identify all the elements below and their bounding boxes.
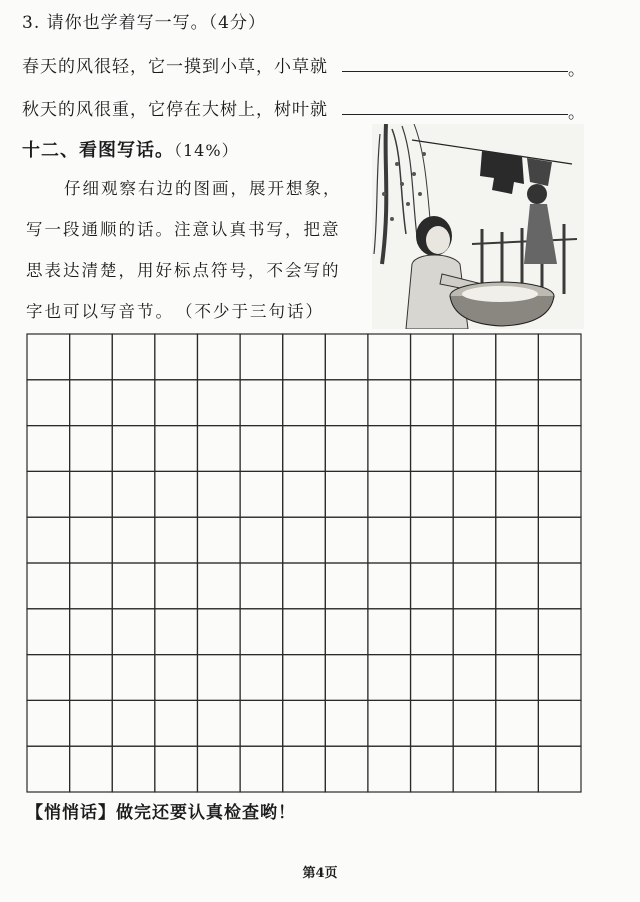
grid-cell[interactable] xyxy=(453,609,496,655)
grid-cell[interactable] xyxy=(155,746,198,792)
grid-cell[interactable] xyxy=(27,334,70,380)
grid-cell[interactable] xyxy=(368,380,411,426)
grid-cell[interactable] xyxy=(155,471,198,517)
question-3-title: 3. 请你也学着写一写。（4分） xyxy=(22,13,266,33)
grid-cell[interactable] xyxy=(283,380,326,426)
grid-cell[interactable] xyxy=(411,426,454,472)
grid-cell[interactable] xyxy=(411,700,454,746)
sentence-line-1 xyxy=(22,52,328,77)
grid-cell[interactable] xyxy=(197,334,240,380)
grid-cell[interactable] xyxy=(453,655,496,701)
grid-cell[interactable] xyxy=(112,609,155,655)
grid-cell[interactable] xyxy=(197,609,240,655)
grid-cell[interactable] xyxy=(27,609,70,655)
grid-cell[interactable] xyxy=(197,700,240,746)
grid-cell[interactable] xyxy=(283,746,326,792)
grid-cell[interactable] xyxy=(325,563,368,609)
girl-face xyxy=(426,226,450,254)
grid-cell[interactable] xyxy=(368,471,411,517)
sentence-1-prefix: 春天的风很轻，它一摸到小草，小草就 xyxy=(22,57,328,77)
grid-cell[interactable] xyxy=(155,517,198,563)
grid-cell[interactable] xyxy=(240,655,283,701)
grid-cell[interactable] xyxy=(70,334,113,380)
instruction-line-4: 字也可以写音节。 （不少于三句话） xyxy=(26,302,324,321)
grid-cell[interactable] xyxy=(496,655,539,701)
grid-cell[interactable] xyxy=(496,609,539,655)
grid-cell[interactable] xyxy=(411,334,454,380)
grid-cell[interactable] xyxy=(453,700,496,746)
grid-cell[interactable] xyxy=(368,426,411,472)
grid-cell[interactable] xyxy=(283,609,326,655)
grid-cell[interactable] xyxy=(538,380,581,426)
grid-cell[interactable] xyxy=(70,700,113,746)
grid-cell[interactable] xyxy=(70,655,113,701)
grid-cell[interactable] xyxy=(240,609,283,655)
grid-cell[interactable] xyxy=(70,609,113,655)
hanging-cloth xyxy=(527,158,552,186)
grid-cell[interactable] xyxy=(453,471,496,517)
grid-cell[interactable] xyxy=(70,471,113,517)
grid-cell[interactable] xyxy=(27,746,70,792)
section-12-title xyxy=(22,136,239,162)
grid-cell[interactable] xyxy=(240,471,283,517)
grid-cell[interactable] xyxy=(155,334,198,380)
grid-cell[interactable] xyxy=(453,334,496,380)
sentence-line-2 xyxy=(22,95,328,120)
grid-cell[interactable] xyxy=(538,655,581,701)
grid-cell[interactable] xyxy=(368,563,411,609)
grid-cell[interactable] xyxy=(70,517,113,563)
grid-cell[interactable] xyxy=(197,426,240,472)
grid-cell[interactable] xyxy=(70,380,113,426)
grid-cell[interactable] xyxy=(197,380,240,426)
section-12-heading: 十二、看图写话。 xyxy=(22,140,174,161)
grid-cell[interactable] xyxy=(240,746,283,792)
grid-cell[interactable] xyxy=(368,609,411,655)
grid-cell[interactable] xyxy=(325,700,368,746)
grid-cell[interactable] xyxy=(283,517,326,563)
grid-cell[interactable] xyxy=(112,746,155,792)
grid-cell[interactable] xyxy=(538,563,581,609)
grid-cell[interactable] xyxy=(27,426,70,472)
grid-cell[interactable] xyxy=(368,655,411,701)
grid-cell[interactable] xyxy=(27,655,70,701)
grid-cell[interactable] xyxy=(112,426,155,472)
grid-cell[interactable] xyxy=(325,471,368,517)
grid-cell[interactable] xyxy=(155,563,198,609)
grid-cell[interactable] xyxy=(411,746,454,792)
grid-cell[interactable] xyxy=(283,563,326,609)
grid-cell[interactable] xyxy=(27,471,70,517)
grid-cell[interactable] xyxy=(112,700,155,746)
grid-cell[interactable] xyxy=(155,426,198,472)
grid-cell[interactable] xyxy=(325,517,368,563)
sentence-2-prefix: 秋天的风很重，它停在大树上，树叶就 xyxy=(22,100,328,120)
grid-cell[interactable] xyxy=(240,517,283,563)
grid-cell[interactable] xyxy=(453,426,496,472)
grid-cell[interactable] xyxy=(283,700,326,746)
grid-cell[interactable] xyxy=(240,334,283,380)
instruction-paragraph xyxy=(26,168,368,332)
grid-cell[interactable] xyxy=(27,563,70,609)
grid-cell[interactable] xyxy=(197,563,240,609)
grid-cell[interactable] xyxy=(538,517,581,563)
grid-cell[interactable] xyxy=(368,700,411,746)
grid-cell[interactable] xyxy=(112,334,155,380)
grid-cell[interactable] xyxy=(496,471,539,517)
grid-cell[interactable] xyxy=(538,609,581,655)
grid-cell[interactable] xyxy=(538,746,581,792)
answer-blank-1[interactable] xyxy=(342,71,568,72)
grid-cell[interactable] xyxy=(27,380,70,426)
illustration-girl-washing-clothes xyxy=(372,124,584,329)
instruction-line-3: 思表达清楚，用好标点符号，不会写的 xyxy=(26,261,341,280)
grid-cell[interactable] xyxy=(325,426,368,472)
grid-cell[interactable] xyxy=(411,471,454,517)
grid-cell[interactable] xyxy=(112,471,155,517)
sentence-2-end-mark: 。 xyxy=(568,103,585,123)
grid-cell[interactable] xyxy=(112,380,155,426)
grid-cell[interactable] xyxy=(70,563,113,609)
grid-cell[interactable] xyxy=(155,700,198,746)
grid-cell[interactable] xyxy=(325,609,368,655)
grid-cell[interactable] xyxy=(240,426,283,472)
grid-cell[interactable] xyxy=(240,700,283,746)
grid-cell[interactable] xyxy=(496,563,539,609)
grid-cell[interactable] xyxy=(240,380,283,426)
grid-cell[interactable] xyxy=(411,563,454,609)
grid-cell[interactable] xyxy=(197,517,240,563)
grid-cell[interactable] xyxy=(453,563,496,609)
grid-cell[interactable] xyxy=(411,655,454,701)
grid-cell[interactable] xyxy=(70,746,113,792)
grid-cell[interactable] xyxy=(411,609,454,655)
grid-cell[interactable] xyxy=(325,746,368,792)
grid-cell[interactable] xyxy=(368,334,411,380)
grid-cell[interactable] xyxy=(496,746,539,792)
grid-cell[interactable] xyxy=(538,471,581,517)
grid-cell[interactable] xyxy=(453,746,496,792)
grid-cell[interactable] xyxy=(496,380,539,426)
grid-cell[interactable] xyxy=(325,334,368,380)
grid-cell[interactable] xyxy=(538,334,581,380)
grid-cell[interactable] xyxy=(411,517,454,563)
answer-blank-2[interactable] xyxy=(342,114,568,115)
grid-cell[interactable] xyxy=(283,426,326,472)
grid-cell[interactable] xyxy=(27,700,70,746)
grid-cell[interactable] xyxy=(27,517,70,563)
sentence-1-end-mark: 。 xyxy=(568,60,585,80)
instruction-line-1: 仔细观察右边的图画，展开想象， xyxy=(64,179,342,198)
page-number: 第4页 xyxy=(302,866,338,881)
grid-cell[interactable] xyxy=(538,426,581,472)
grid-cell[interactable] xyxy=(325,380,368,426)
grid-cell[interactable] xyxy=(283,471,326,517)
grid-cell[interactable] xyxy=(70,426,113,472)
grid-cell[interactable] xyxy=(453,380,496,426)
grid-cell[interactable] xyxy=(112,517,155,563)
grid-cell[interactable] xyxy=(283,655,326,701)
grid-cell[interactable] xyxy=(325,655,368,701)
grid-cell[interactable] xyxy=(112,655,155,701)
grid-cell[interactable] xyxy=(411,380,454,426)
grid-cell[interactable] xyxy=(197,471,240,517)
tip-note: 【悄悄话】做完还要认真检查哟！ xyxy=(26,803,296,823)
grid-cell[interactable] xyxy=(112,563,155,609)
grid-cell[interactable] xyxy=(496,426,539,472)
grid-cell[interactable] xyxy=(240,563,283,609)
section-12-score: （14%） xyxy=(174,141,239,160)
grid-cell[interactable] xyxy=(155,655,198,701)
grid-cell[interactable] xyxy=(368,746,411,792)
grid-cell[interactable] xyxy=(538,700,581,746)
grid-cell[interactable] xyxy=(155,609,198,655)
writing-grid[interactable] xyxy=(26,333,582,793)
grid-cell[interactable] xyxy=(496,700,539,746)
grid-cell[interactable] xyxy=(368,517,411,563)
grid-cell[interactable] xyxy=(197,655,240,701)
grid-cell[interactable] xyxy=(155,380,198,426)
grid-cell[interactable] xyxy=(496,334,539,380)
instruction-line-2: 写一段通顺的话。注意认真书写，把意 xyxy=(26,220,341,239)
grid-cell[interactable] xyxy=(453,517,496,563)
grid-cell[interactable] xyxy=(197,746,240,792)
background-person-head xyxy=(527,184,547,204)
grid-cell[interactable] xyxy=(496,517,539,563)
grid-cell[interactable] xyxy=(283,334,326,380)
soap-foam xyxy=(462,286,538,302)
